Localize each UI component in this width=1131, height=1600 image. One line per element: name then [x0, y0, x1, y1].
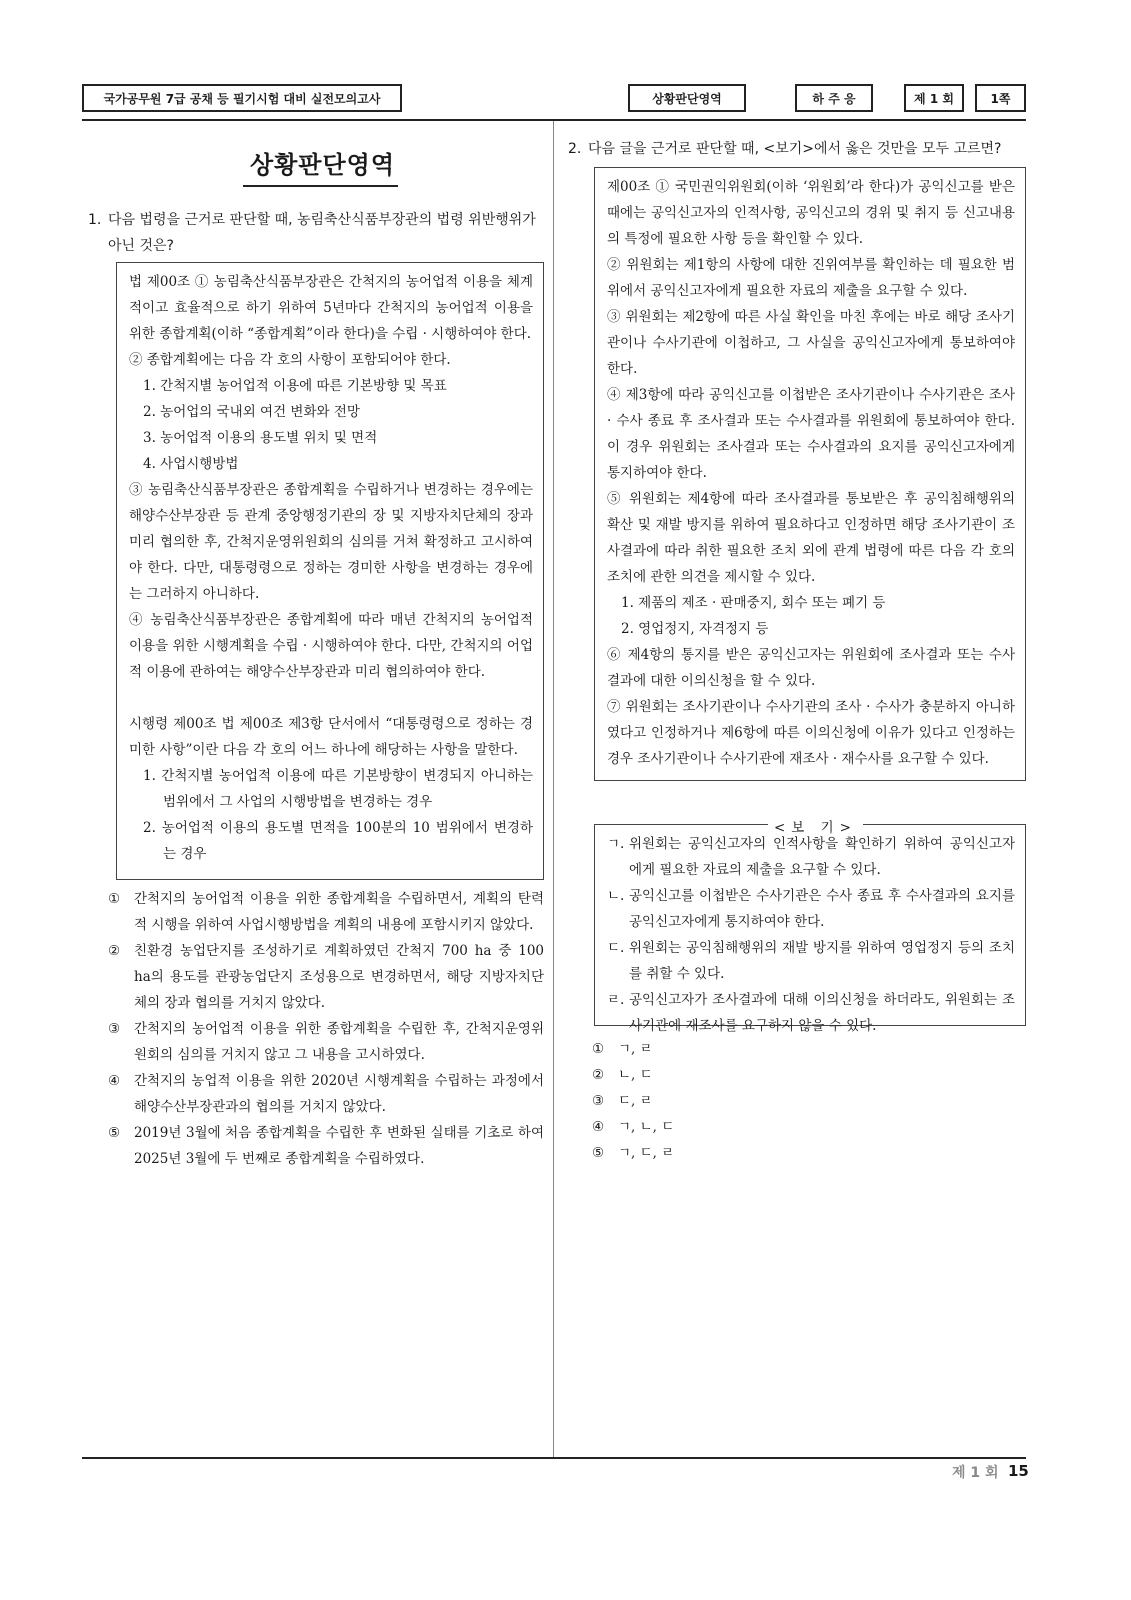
round-label: 제 1 회 — [914, 91, 954, 106]
section-label-box — [628, 84, 746, 112]
q2-option-1[interactable]: ① ㄱ, ㄹ — [592, 1041, 653, 1057]
q2-options — [592, 1036, 792, 1166]
q1-law-item: 2. 농어업의 국내외 여건 변화와 전망 — [143, 404, 360, 420]
q1-decree-item: 2. 농어업적 이용의 용도별 면적을 100분의 10 범위에서 변경하는 경우 — [143, 820, 533, 862]
q2-option-2[interactable]: ② ㄴ, ㄷ — [592, 1067, 653, 1083]
bogi-item-a: ㄱ. 위원회는 공익신고자의 인적사항을 확인하기 위하여 공익신고자에게 필요한 자료의 제출을 요구할 수 있다. — [607, 836, 1015, 878]
q2-law-box — [594, 167, 1026, 781]
page-label: 1쪽 — [990, 91, 1011, 106]
footer-page-number: 15 — [1008, 1462, 1029, 1480]
q1-law-item: 4. 사업시행방법 — [143, 456, 239, 472]
q1-option-2[interactable]: ② 친환경 농업단지를 조성하기로 계획하였던 간척지 700 ha 중 100 ha의 용도를 관광농업단지 조성용으로 변경하면서, 해당 지방자치단체의 장과 협의를 거치지 않았다. — [108, 943, 544, 1011]
q2-number: 2. — [568, 141, 582, 157]
section-title: 상황판단영역 — [249, 151, 396, 179]
q2-stem — [568, 136, 1026, 162]
q1-stem — [88, 207, 550, 259]
q2-stem-text: 다음 글을 근거로 판단할 때, <보기>에서 옳은 것만을 모두 고르면? — [588, 141, 1002, 157]
page-box — [975, 84, 1026, 112]
q1-options — [108, 886, 544, 1172]
bogi-item-b: ㄴ. 공익신고를 이첩받은 수사기관은 수사 종료 후 수사결과의 요지를 공익신고자에게 통지하여야 한다. — [607, 888, 1015, 930]
bogi-title: <보 기> — [768, 816, 863, 836]
type-label: 하 주 응 — [812, 91, 856, 106]
q2-option-3[interactable]: ③ ㄷ, ㄹ — [592, 1093, 653, 1109]
exam-title-box — [82, 84, 402, 112]
q2-law-p1: 제00조 ① 국민권익위원회(이하 ‘위원회’라 한다)가 공익신고를 받은 때에는 공익신고자의 인적사항, 공익신고의 경위 및 취지 등 신고내용의 특정에 필요한 사항 등을 확인할 수 있다. — [607, 179, 1015, 247]
q2-option-4[interactable]: ④ ㄱ, ㄴ, ㄷ — [592, 1119, 675, 1135]
q2-option-5[interactable]: ⑤ ㄱ, ㄷ, ㄹ — [592, 1145, 675, 1161]
q1-number: 1. — [88, 212, 102, 228]
q2-law-p7: ⑦ 위원회는 조사기관이나 수사기관의 조사 · 수사가 충분하지 아니하였다고 인정하거나 제6항에 따른 이의신청에 이유가 있다고 인정하는 경우 조사기관이나 수사기관에 재조사 · 재수사를 요구할 수 있다. — [607, 699, 1015, 767]
q1-law-p1: 법 제00조 ① 농림축산식품부장관은 간척지의 농어업적 이용을 체계적이고 효율적으로 하기 위하여 5년마다 간척지의 농어업적 이용을 위한 종합계획(이하 “종합계획”이라 한다)을 수립 · 시행하여야 한다. — [129, 274, 533, 342]
q2-law-p6: ⑥ 제4항의 통지를 받은 공익신고자는 위원회에 조사결과 또는 수사결과에 대한 이의신청을 할 수 있다. — [607, 647, 1015, 689]
column-divider — [553, 121, 554, 1457]
q1-stem-line2: 아닌 것은? — [108, 238, 174, 254]
bogi-item-c: ㄷ. 위원회는 공익침해행위의 재발 방지를 위하여 영업정지 등의 조치를 취할 수 있다. — [607, 940, 1015, 982]
q2-bogi-box — [594, 824, 1026, 1034]
q1-decree-item: 1. 간척지별 농어업적 이용에 따른 기본방향이 변경되지 아니하는 범위에서 그 사업의 시행방법을 변경하는 경우 — [143, 768, 533, 810]
q1-option-3[interactable]: ③ 간척지의 농어업적 이용을 위한 종합계획을 수립한 후, 간척지운영위원회의 심의를 거치지 않고 그 내용을 고시하였다. — [108, 1021, 544, 1063]
type-label-box — [795, 84, 873, 112]
section-title-underline — [243, 185, 398, 187]
q2-law-item: 2. 영업정지, 자격정지 등 — [621, 621, 769, 637]
section-label: 상황판단영역 — [652, 91, 722, 106]
q2-law-p5: ⑤ 위원회는 제4항에 따라 조사결과를 통보받은 후 공익침해행위의 확산 및 재발 방지를 위하여 필요하다고 인정하면 해당 조사기관이 조사결과에 따라 취한 필요한 조치 외에 관계 법령에 따른 다음 각 호의 조치에 관한 의견을 제시할 수 있다. — [607, 491, 1015, 585]
q2-law-p4: ④ 제3항에 따라 공익신고를 이첩받은 조사기관이나 수사기관은 조사 · 수사 종료 후 조사결과 또는 수사결과를 위원회에 통보하여야 한다. 이 경우 위원회는 조사결과 또는 수사결과의 요지를 공익신고자에게 통지하여야 한다. — [607, 387, 1015, 481]
footer-round: 제 1 회 — [952, 1465, 999, 1481]
q1-option-1[interactable]: ① 간척지의 농어업적 이용을 위한 종합계획을 수립하면서, 계획의 탄력적 시행을 위하여 사업시행방법을 계획의 내용에 포함시키지 않았다. — [108, 891, 544, 933]
q2-law-item: 1. 제품의 제조 · 판매중지, 회수 또는 폐기 등 — [621, 595, 886, 611]
q1-option-4[interactable]: ④ 간척지의 농업적 이용을 위한 2020년 시행계획을 수립하는 과정에서 해양수산부장관과의 협의를 거치지 않았다. — [108, 1073, 544, 1115]
q2-law-p3: ③ 위원회는 제2항에 따른 사실 확인을 마친 후에는 바로 해당 조사기관이나 수사기관에 이첩하고, 그 사실을 공익신고자에게 통보하여야 한다. — [607, 309, 1015, 377]
q1-decree: 시행령 제00조 법 제00조 제3항 단서에서 “대통령령으로 정하는 경미한 사항”이란 다음 각 호의 어느 하나에 해당하는 사항을 말한다. — [129, 716, 533, 758]
q1-law-p2: ② 종합계획에는 다음 각 호의 사항이 포함되어야 한다. — [129, 352, 451, 368]
round-box — [904, 84, 964, 112]
footer-rule — [82, 1457, 1026, 1459]
q1-law-p4: ④ 농림축산식품부장관은 종합계획에 따라 매년 간척지의 농어업적 이용을 위한 시행계획을 수립 · 시행하여야 한다. 다만, 간척지의 어업적 이용에 관하여는 해양수산부장관과 미리 협의하여야 한다. — [129, 612, 533, 680]
q1-law-item: 3. 농어업적 이용의 용도별 위치 및 면적 — [143, 430, 378, 446]
q1-option-5[interactable]: ⑤ 2019년 3월에 처음 종합계획을 수립한 후 변화된 실태를 기초로 하여 2025년 3월에 두 번째로 종합계획을 수립하였다. — [108, 1125, 544, 1167]
header-rule — [82, 119, 1026, 121]
q1-stem-line1: 다음 법령을 근거로 판단할 때, 농림축산식품부장관의 법령 위반행위가 — [108, 212, 536, 228]
q2-law-p2: ② 위원회는 제1항의 사항에 대한 진위여부를 확인하는 데 필요한 범위에서 공익신고자에게 필요한 자료의 제출을 요구할 수 있다. — [607, 257, 1015, 299]
bogi-item-d: ㄹ. 공익신고자가 조사결과에 대해 이의신청을 하더라도, 위원회는 조사기관에 재조사를 요구하지 않을 수 있다. — [607, 992, 1015, 1034]
q1-law-p3: ③ 농림축산식품부장관은 종합계획을 수립하거나 변경하는 경우에는 해양수산부장관 등 관계 중앙행정기관의 장 및 지방자치단체의 장과 미리 협의한 후, 간척지운영위원회의 심의를 거쳐 확정하고 고시하여야 한다. 다만, 대통령령으로 정하는 경미한 사항을 변경하는 경우에는 그러하지 아니하다. — [129, 482, 533, 602]
q1-law-item: 1. 간척지별 농어업적 이용에 따른 기본방향 및 목표 — [143, 378, 447, 394]
q1-law-box — [116, 262, 544, 880]
exam-title: 국가공무원 7급 공채 등 필기시험 대비 실전모의고사 — [103, 91, 381, 106]
